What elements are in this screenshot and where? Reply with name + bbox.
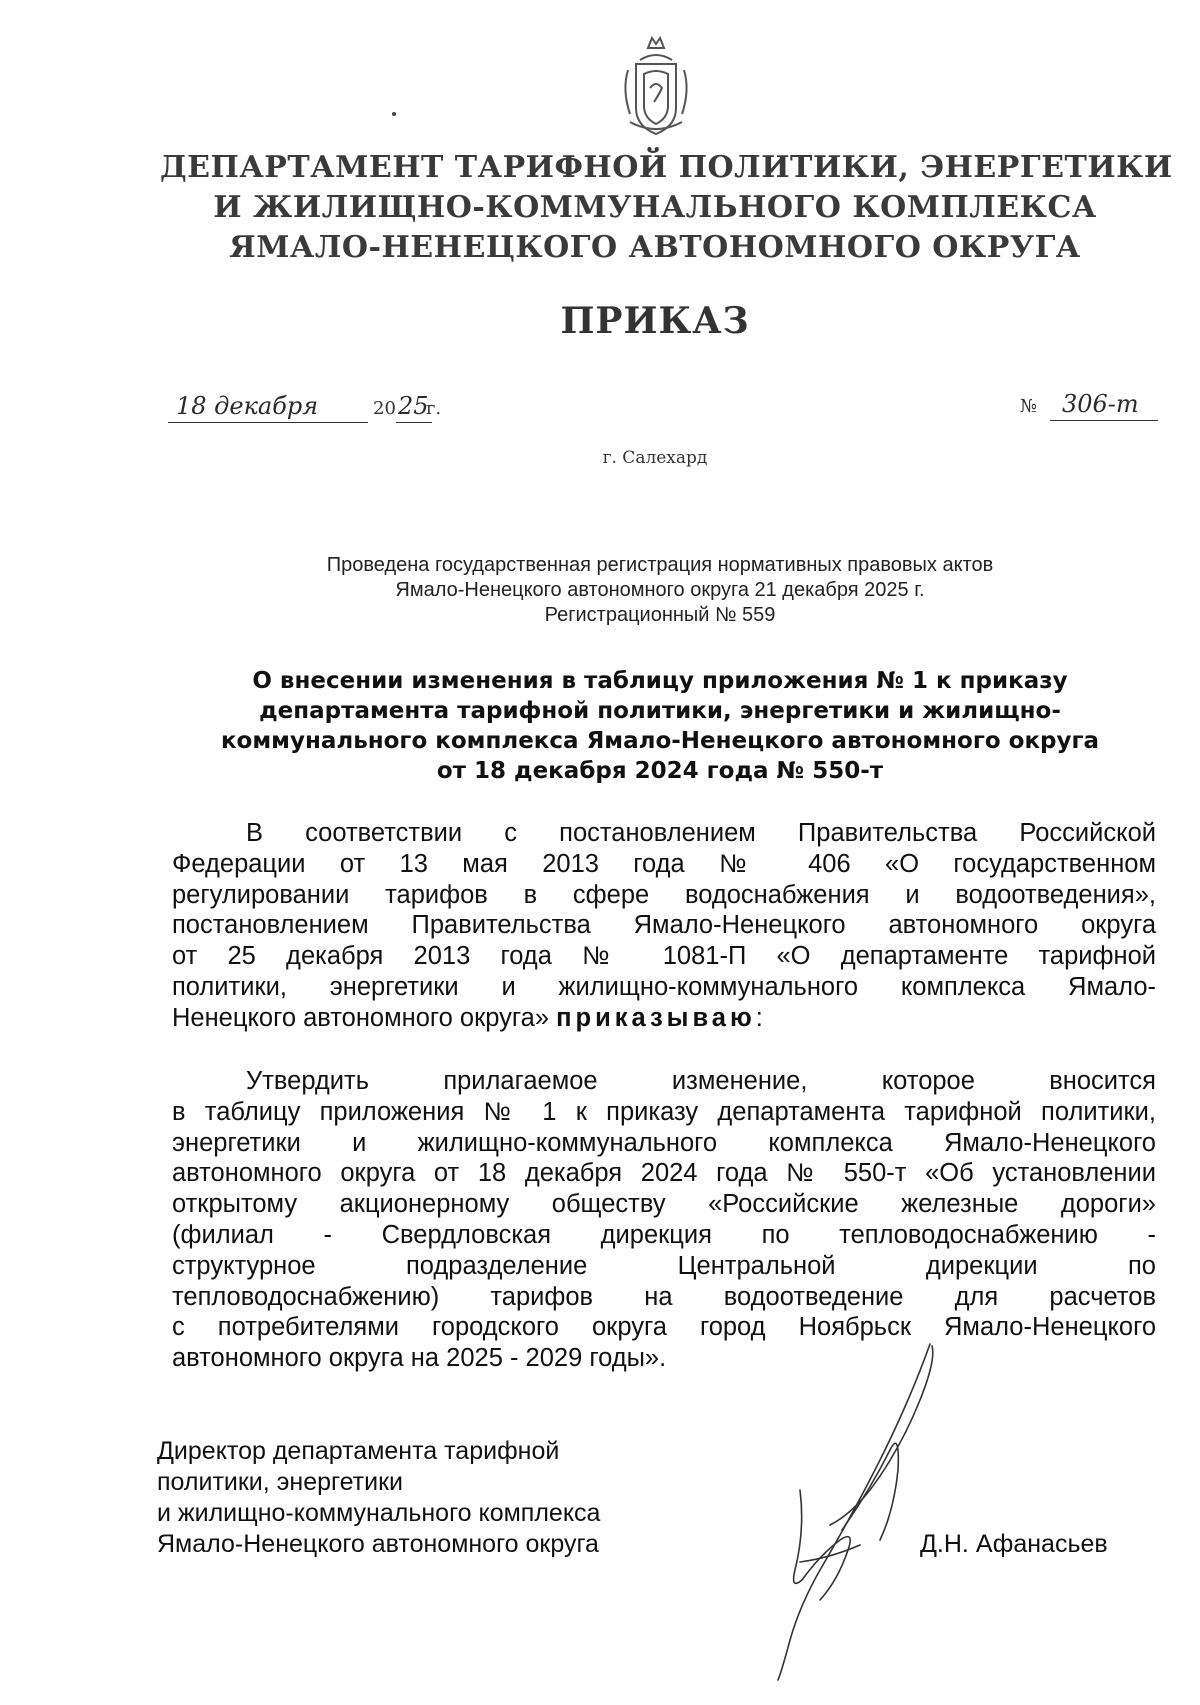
city: г. Салехард (602, 448, 708, 468)
paragraph-punct: : (755, 1003, 763, 1032)
signer-name: Д.Н. Афанасьев (920, 1530, 1108, 1558)
paragraph-line: В соответствии с постановлением Правительства Российской (246, 819, 1156, 847)
subject-line: коммунального комплекса Ямало-Ненецкого автономного округа (220, 728, 1100, 754)
department-line: И ЖИЛИЩНО-КОММУНАЛЬНОГО КОМПЛЕКСА (213, 190, 1097, 225)
paragraph-line (172, 1003, 1156, 1034)
paragraph-line: политики, энергетики и жилищно-коммунального комплекса Ямало- (172, 972, 1156, 1001)
order-date (168, 392, 448, 426)
registration-note (200, 553, 1120, 628)
handwritten-date: 18 декабря (176, 392, 319, 420)
mark-dot (392, 112, 396, 116)
signer-title-line: Ямало-Ненецкого автономного округа (157, 1530, 599, 1558)
operative-paragraph (172, 1066, 1156, 1374)
signer-title (157, 1436, 600, 1560)
registration-line: Проведена государственная регистрация нормативных правовых актов (326, 554, 994, 576)
date-underline (168, 422, 368, 423)
document-type-title: ПРИКАЗ (560, 300, 750, 342)
handwritten-signature (760, 1340, 960, 1685)
signer-title-line: Директор департамента тарифной (157, 1437, 560, 1465)
paragraph-text: Ненецкого автономного округа» (172, 1003, 557, 1032)
paragraph-line: с потребителями городского округа город Ноябрьск Ямало-Ненецкого (172, 1313, 1156, 1342)
handwritten-number: 306-т (1062, 390, 1139, 418)
department-line: ЯМАЛО-НЕНЕЦКОГО АВТОНОМНОГО ОКРУГА (229, 230, 1081, 265)
paragraph-line: автономного округа от 18 декабря 2024 года № 550-т «Об установлении (172, 1159, 1156, 1188)
subject-line: О внесении изменения в таблицу приложения № 1 к приказу (252, 668, 1068, 694)
order-number (1020, 390, 1160, 424)
department-line: ДЕПАРТАМЕНТ ТАРИФНОЙ ПОЛИТИКИ, ЭНЕРГЕТИКИ (160, 150, 1173, 185)
number-label: № (1020, 396, 1038, 417)
preamble-paragraph (172, 818, 1156, 1034)
handwritten-year: 25 (398, 392, 429, 420)
paragraph-line: тепловодоснабжению) тарифов на водоотведение для расчетов (172, 1282, 1156, 1311)
paragraph-line: автономного округа на 2025 - 2029 годы». (172, 1344, 667, 1373)
subject-line: департамента тарифной политики, энергетики и жилищно- (259, 698, 1061, 724)
year-underline (396, 422, 432, 423)
signer-title-line: и жилищно-коммунального комплекса (157, 1499, 601, 1527)
paragraph-line: в таблицу приложения № 1 к приказу департамента тарифной политики, (172, 1097, 1156, 1126)
paragraph-line: постановлением Правительства Ямало-Ненецкого автономного округа (172, 911, 1156, 940)
paragraph-line: открытому акционерному обществу «Российские железные дороги» (172, 1190, 1156, 1219)
year-prefix: 20 (373, 398, 396, 419)
paragraph-line: (филиал - Свердловская дирекция по тепловодоснабжению - (172, 1220, 1156, 1249)
signer-title-line: политики, энергетики (157, 1468, 403, 1496)
registration-line: Ямало-Ненецкого автономного округа 21 декабря 2025 г. (395, 579, 925, 601)
number-underline (1050, 420, 1158, 421)
coat-of-arms-icon (618, 30, 694, 140)
paragraph-line: структурное подразделение Центральной дирекции по (172, 1251, 1156, 1280)
paragraph-line: Федерации от 13 мая 2013 года № 406 «О государственном (172, 849, 1156, 878)
paragraph-line: от 25 декабря 2013 года № 1081-П «О департаменте тарифной (172, 942, 1156, 971)
paragraph-line: энергетики и жилищно-коммунального комплекса Ямало-Ненецкого (172, 1128, 1156, 1157)
subject-line: от 18 декабря 2024 года № 550-т (436, 758, 884, 784)
department-header (160, 148, 1173, 268)
paragraph-line: регулировании тарифов в сфере водоснабжения и водоотведения», (172, 880, 1156, 909)
order-subject (160, 666, 1160, 786)
registration-line: Регистрационный № 559 (544, 604, 776, 626)
year-suffix: г. (426, 398, 442, 419)
paragraph-line: Утвердить прилагаемое изменение, которое вносится (246, 1067, 1156, 1095)
order-verb: приказываю (556, 1003, 756, 1032)
